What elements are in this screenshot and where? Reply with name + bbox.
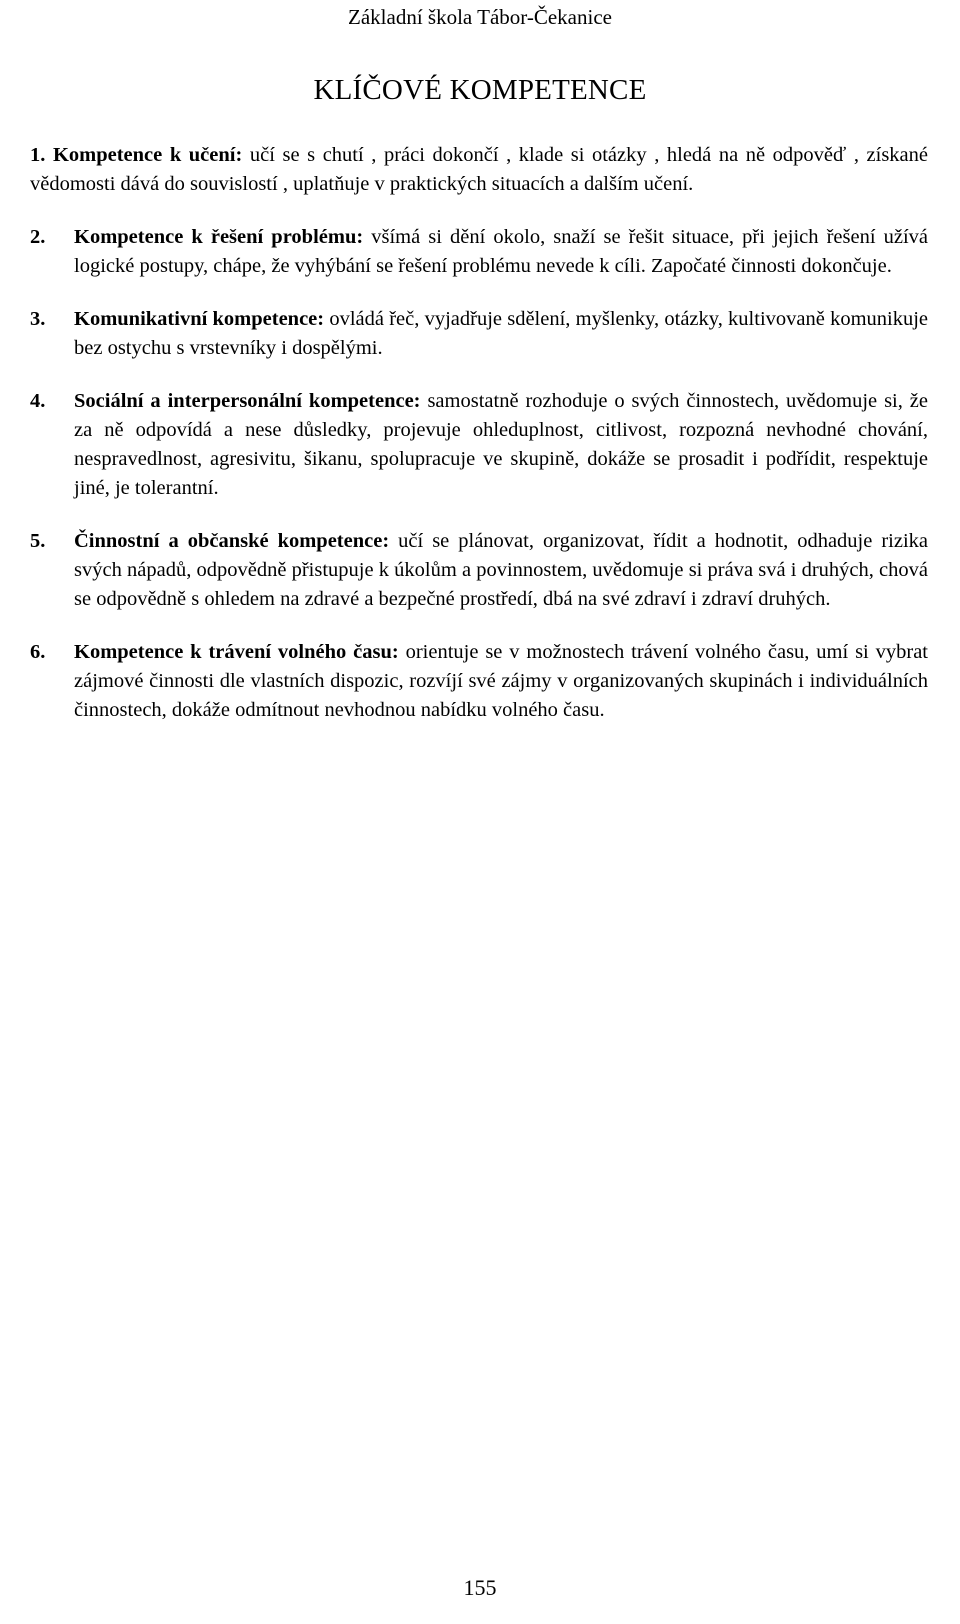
page-number: 155	[463, 1575, 497, 1600]
competence-list	[30, 141, 928, 749]
item-description: učí se plánovat, organizovat, řídit a hodnotit, odhaduje rizika svých nápadů, odpovědně přistupuje k úkolům a povinnostem, uvědomuje si práva svá i druhých, chová se odpovědně s ohledem na zdravé a bezpečné prostředí, dbá na své zdraví i zdraví druhých.	[74, 530, 929, 610]
item-number: 3.	[30, 308, 46, 330]
item-name: Kompetence k učení:	[52, 144, 243, 166]
page-title: KLÍČOVÉ KOMPETENCE	[313, 74, 647, 106]
item-text	[74, 387, 928, 503]
item-description: samostatně rozhoduje o svých činnostech, uvědomuje si, že za ně odpovídá a nese důsledky, projevuje ohleduplnost, citlivost, rozpozná nevhodné chování, nespravedlnost, agresivitu, šikanu, spolupracuje ve skupině, dokáže se prosadit i podřídit, respektuje jiné, je tolerantní.	[74, 390, 928, 499]
item-number: 6.	[30, 641, 46, 663]
competence-item-social	[30, 387, 928, 503]
item-number: 1.	[30, 144, 46, 166]
school-header: Základní škola Tábor-Čekanice	[348, 5, 612, 29]
item-number: 5.	[30, 530, 46, 552]
item-text	[74, 223, 928, 281]
item-number: 4.	[30, 390, 46, 412]
item-description: učí se s chutí , práci dokončí , klade si otázky , hledá na ně odpověď , získané vědomosti dává do souvislostí , uplatňuje v praktických situacích a dalším učení.	[30, 144, 929, 195]
item-text	[74, 638, 928, 725]
competence-item-learning	[30, 141, 928, 199]
competence-item-problem-solving	[30, 223, 928, 281]
item-name: Kompetence k trávení volného času:	[74, 641, 399, 663]
item-name: Činnostní a občanské kompetence:	[74, 530, 390, 552]
item-description: ovládá řeč, vyjadřuje sdělení, myšlenky, otázky, kultivovaně komunikuje bez ostychu s vrstevníky i dospělými.	[74, 308, 929, 359]
competence-item-leisure	[30, 638, 928, 725]
item-name: Sociální a interpersonální kompetence:	[74, 390, 421, 412]
competence-item-communication	[30, 305, 928, 363]
item-text	[30, 144, 928, 195]
competence-item-civic	[30, 527, 928, 614]
item-name: Kompetence k řešení problému:	[74, 226, 364, 248]
item-text	[74, 305, 928, 363]
item-number: 2.	[30, 226, 46, 248]
item-description: všímá si dění okolo, snaží se řešit situace, při jejich řešení užívá logické postupy, chápe, že vyhýbání se řešení problému nevede k cíli. Započaté činnosti dokončuje.	[74, 226, 929, 277]
item-text	[74, 527, 928, 614]
item-description: orientuje se v možnostech trávení volného času, umí si vybrat zájmové činnosti dle vlastních dispozic, rozvíjí své zájmy v organizovaných skupinách i individuálních činnostech, dokáže odmítnout nevhodnou nabídku volného času.	[74, 641, 928, 721]
item-name: Komunikativní kompetence:	[74, 308, 325, 330]
